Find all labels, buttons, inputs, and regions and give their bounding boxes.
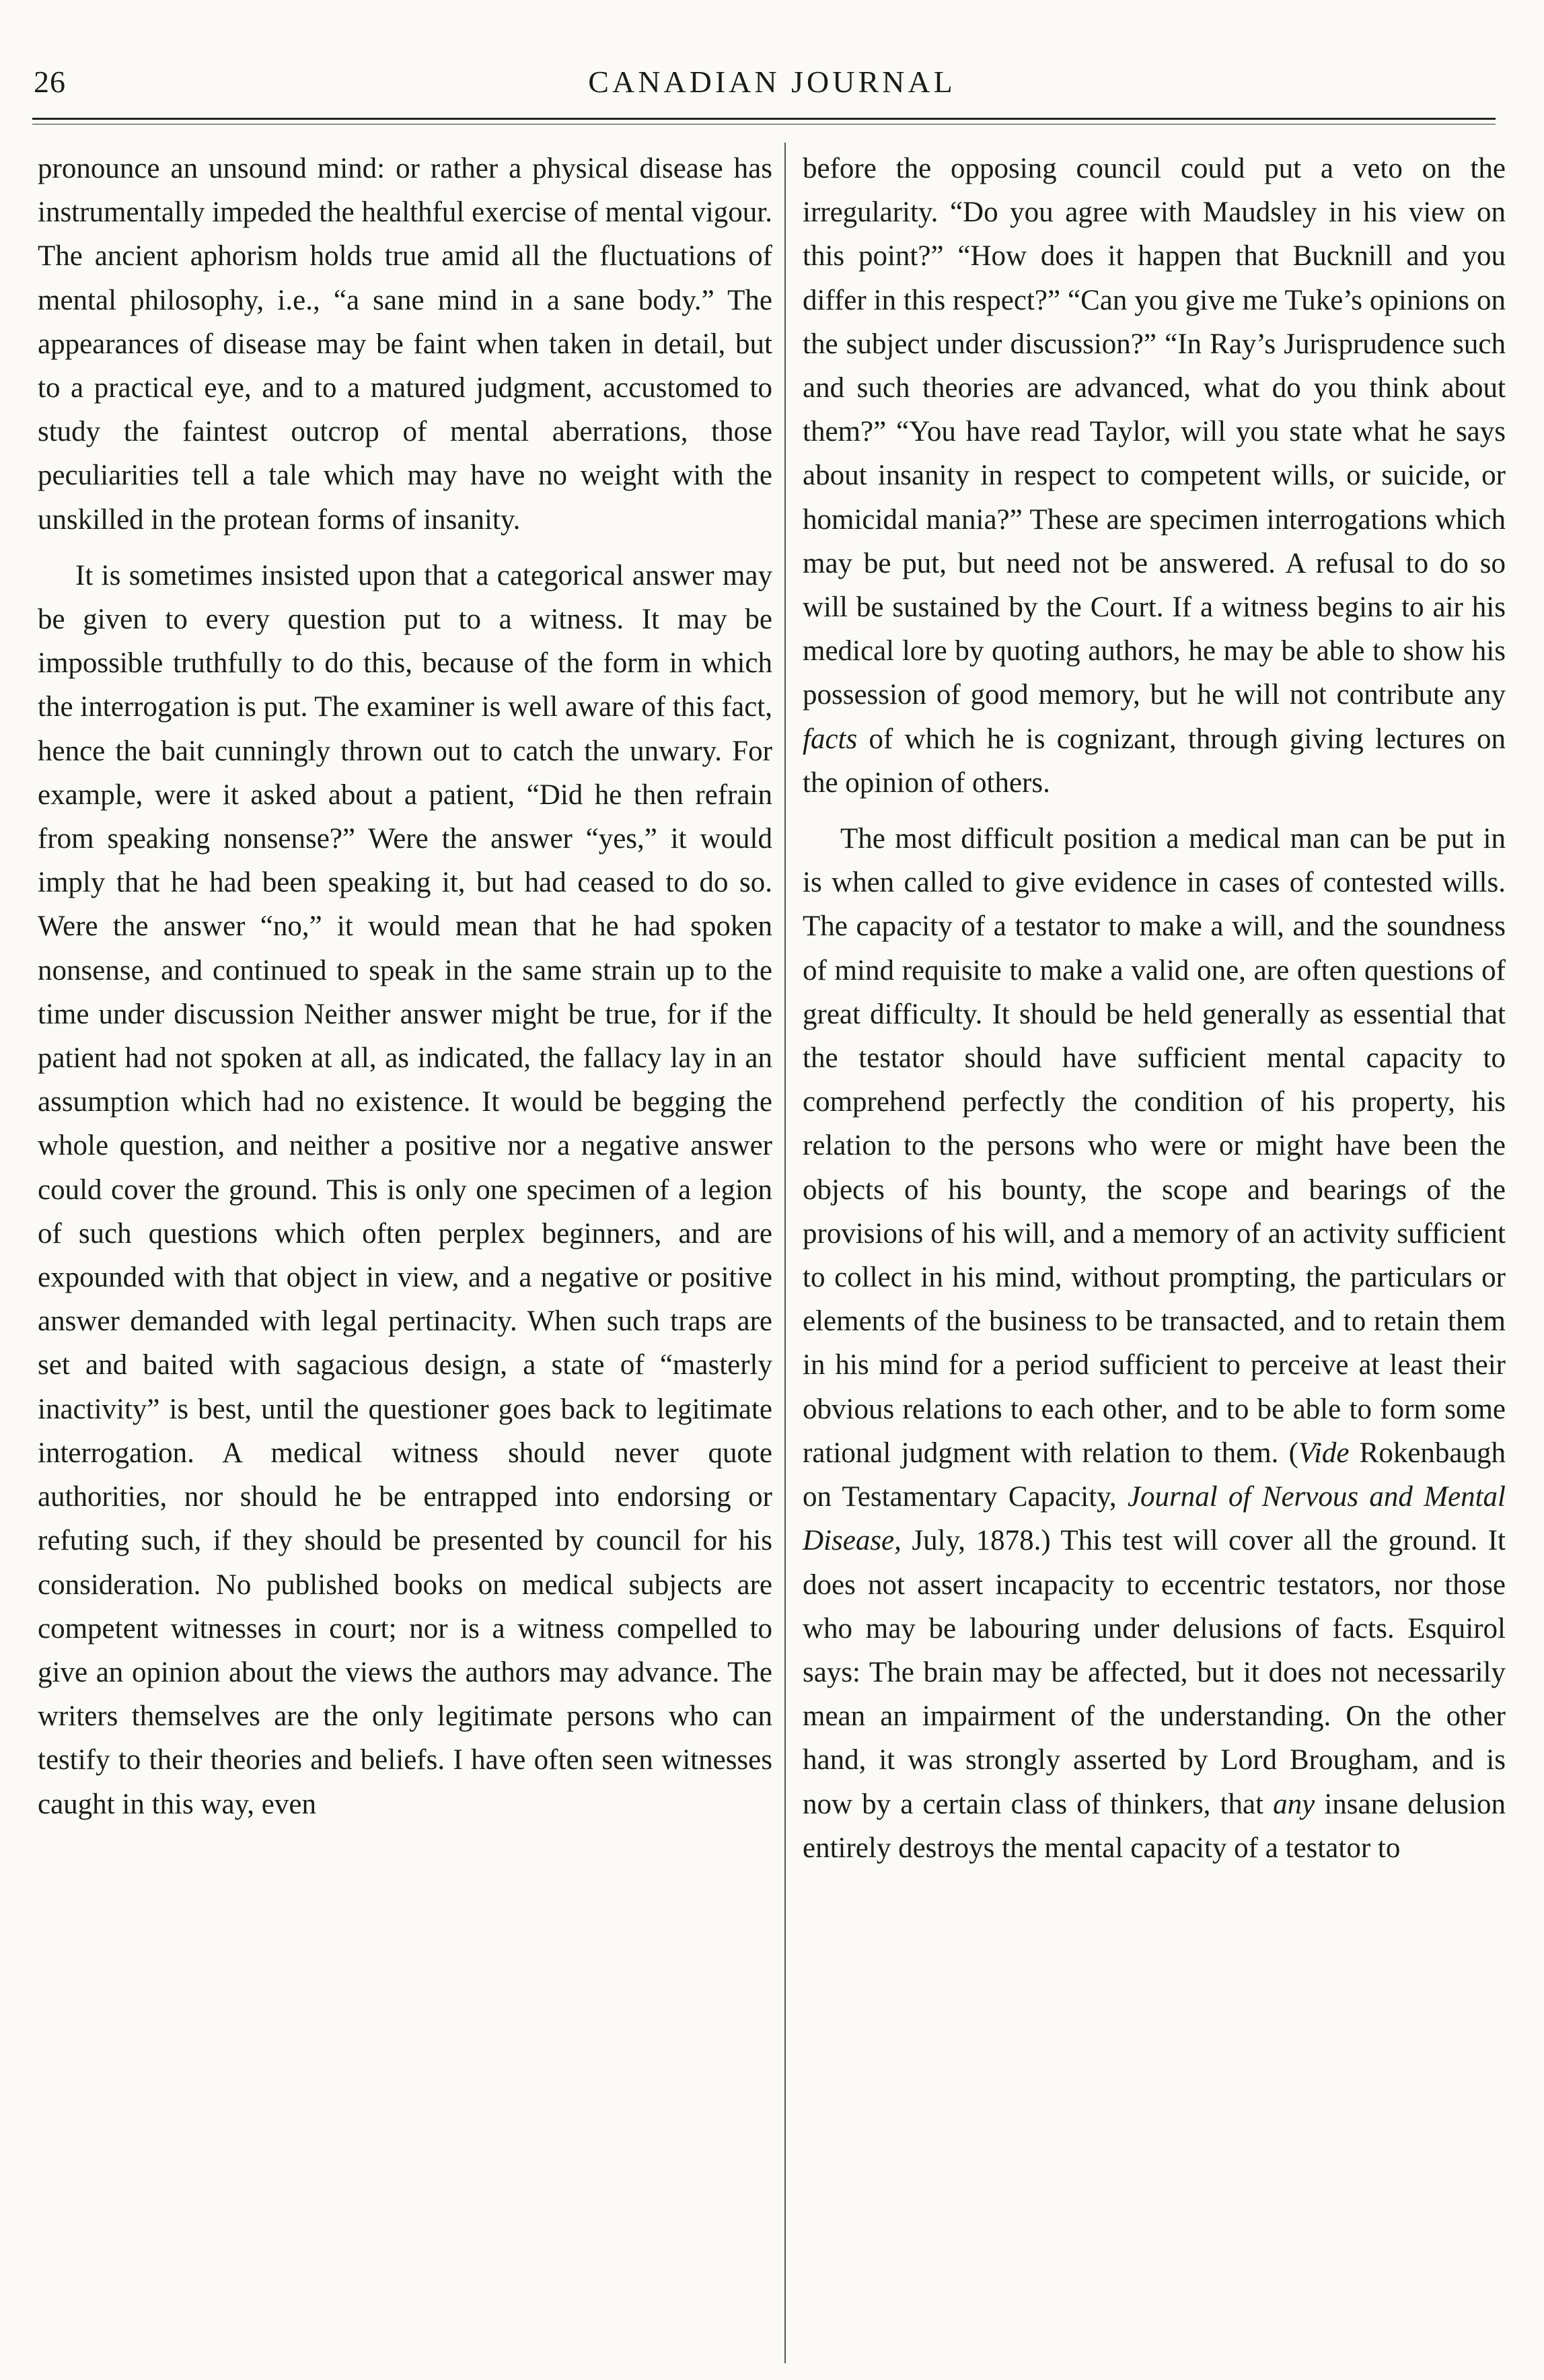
- right-paragraph-2c: July, 1878.) This test will cover all the ground. It does not assert incapacity to eccentric testators, nor those who may be labouring under delusions of facts. Esquirol says: The brain may be affected, but it does not necessarily mean an impairment of the understanding. On the other hand, it was strongly asserted by Lord Brougham, and is now by a certain class of thinkers, that: [803, 1525, 1506, 1820]
- left-paragraph-2: It is sometimes insisted upon that a categorical answer may be given to every question put to a witness. It may be impossible truthfully to do this, because of the form in which the interrogation is put. The examiner is well aware of this fact, hence the bait cunningly thrown out to catch the unwary. For example, were it asked about a patient, “Did he then refrain from speaking nonsense?” Were the answer “yes,” it would imply that he had been speaking it, but had ceased to do so. Were the answer “no,” it would mean that he had spoken nonsense, and continued to speak in the same strain up to the time under discussion Neither answer might be true, for if the patient had not spoken at all, as indicated, the fallacy lay in an assumption which had no existence. It would be begging the whole question, and neither a positive nor a negative answer could cover the ground. This is only one specimen of a legion of such questions which often perplex beginners, and are expounded with that object in view, and a negative or positive answer demanded with legal pertinacity. When such traps are set and baited with sagacious design, a state of “masterly inactivity” is best, until the questioner goes back to legitimate interrogation. A medical witness should never quote authorities, nor should he be entrapped into endorsing or refuting such, if they should be presented by council for his consideration. No published books on medical subjects are competent witnesses in court; nor is a witness compelled to give an opinion about the views the authors may advance. The writers themselves are the only legitimate persons who can testify to their theories and beliefs. I have often seen witnesses caught in this way, even: [38, 559, 772, 1820]
- left-paragraph-1: pronounce an unsound mind: or rather a physical disease has instrumentally impeded the healthful exercise of mental vigour. The ancient aphorism holds true amid all the fluctuations of mental philosophy, i.e., “a sane mind in a sane body.” The appearances of disease may be faint when taken in detail, but to a practical eye, and to a matured judgment, accustomed to study the faintest outcrop of mental aberrations, those peculiarities tell a tale which may have no weight with the unskilled in the protean forms of insanity.: [38, 153, 772, 536]
- right-paragraph-1: [803, 147, 1506, 805]
- right-paragraph-2a: The most difficult position a medical man can be put in is when called to give evidence in cases of contested wills. The capacity of a testator to make a will, and the soundness of mind requisite to make a valid one, are often questions of great difficulty. It should be held generally as essential that the testator should have sufficient mental capacity to comprehend perfectly the condition of his property, his relation to the persons who were or might have been the objects of his bounty, the scope and bearings of the provisions of his will, and a memory of an activity sufficient to collect in his mind, without prompting, the particulars or elements of the business to be transacted, and to retain them in his mind for a period sufficient to perceive at least their obvious relations to each other, and to be able to form some rational judgment with relation to them. (: [803, 823, 1506, 1469]
- right-paragraph-1-end: of which he is cognizant, through giving lectures on the opinion of others.: [803, 723, 1506, 799]
- right-paragraph-2b: Rokenbaugh on Testamentary Capacity,: [803, 1437, 1506, 1513]
- any-italic: any: [1273, 1788, 1315, 1820]
- column-divider: [784, 143, 786, 2363]
- running-title: CANADIAN JOURNAL: [588, 65, 956, 99]
- page-number: 26: [34, 65, 66, 99]
- journal-title-italic: Journal of Nervous and Mental Disease,: [803, 1481, 1506, 1557]
- right-paragraph-2: [803, 817, 1506, 1870]
- right-paragraph-1-text: before the opposing council could put a veto on the irregularity. “Do you agree with Maudsley in his view on this point?” “How does it happen that Bucknill and you differ in this respect?” “Can you give me Tuke’s opinions on the subject under discussion?” “In Ray’s Jurisprudence such and such theories are advanced, what do you think about them?” “You have read Taylor, will you state what he says about insanity in respect to competent wills, or suicide, or homicidal mania?” These are specimen interrogations which may be put, but need not be answered. A refusal to do so will be sustained by the Court. If a witness begins to air his medical lore by quoting authors, he may be able to show his possession of good memory, but he will not contribute any: [803, 153, 1506, 711]
- page-header: [0, 0, 1544, 135]
- header-rule: [32, 118, 1496, 120]
- right-paragraph-1-italic: facts: [803, 723, 858, 755]
- vide-italic: Vide: [1298, 1437, 1350, 1469]
- left-column: [38, 147, 772, 1826]
- right-column: [803, 147, 1506, 1870]
- right-paragraph-2d: insane delusion entirely destroys the mental capacity of a testator to: [803, 1788, 1506, 1864]
